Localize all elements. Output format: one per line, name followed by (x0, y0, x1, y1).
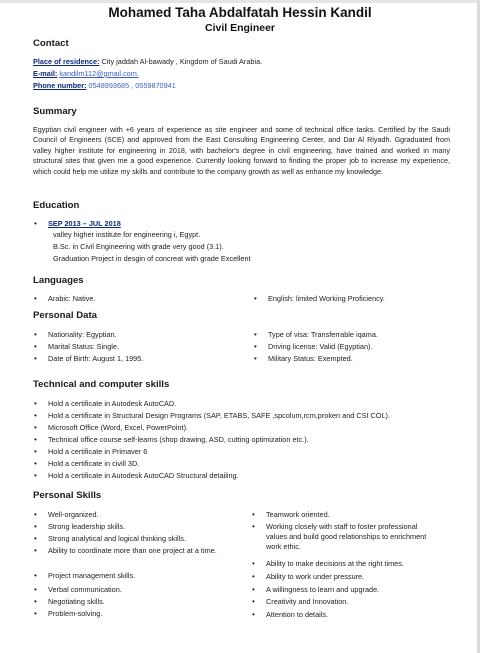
personal-skill-item: • Negotiating skills. (48, 597, 105, 607)
personal-data-item: • Type of visa: Transferrable iqama. (268, 330, 378, 340)
phone-line (33, 81, 176, 91)
personal-skill-item: • Working closely with staff to foster professional values and build good relationships to enrichment work ethic. (266, 522, 431, 552)
email-link[interactable]: kandilm112@gmail.com. (59, 69, 139, 78)
personal-skill-item: • Teamwork oriented. (266, 510, 330, 520)
candidate-name: Mohamed Taha Abdalfatah Hessin Kandil (108, 5, 372, 20)
personal-skill-item: • Project management skills. (48, 571, 135, 581)
personal-skill-item: • Strong analytical and logical thinking skills. (48, 534, 186, 544)
technical-skill-item: • Technical office course self-learns (shop drawing, ASD, cutting optimization etc.). (48, 435, 309, 445)
personal-skill-item: • Verbal communication. (48, 585, 122, 595)
personal-skill-item: • Ability to coordinate more than one project at a time. (48, 546, 223, 556)
personal-skill-item: • Ability to work under pressure. (266, 572, 364, 582)
education-line: valley higher institute for engineering i, Egypt. (53, 230, 201, 239)
technical-skill-item: • Hold a certificate in Autodesk AutoCAD Structural detailing. (48, 471, 239, 481)
personal-data-item: • Driving license: Valid (Egyptian). (268, 342, 373, 352)
email-label: E-mail: (33, 69, 58, 78)
personal-skill-item: • Creativity and Innovation. (266, 597, 348, 607)
personal-skills-heading: Personal Skills (33, 490, 102, 501)
email-line (33, 69, 139, 79)
residence-label: Place of residence: (33, 57, 100, 66)
candidate-title: Civil Engineer (204, 22, 276, 34)
contact-heading: Contact (33, 38, 69, 49)
phone-label: Phone number: (33, 81, 87, 90)
technical-skill-item: • Hold a certificate in Autodesk AutoCAD. (48, 399, 176, 409)
technical-skill-item: • Hold a certificate in Structural Design Programs (SAP, ETABS, SAFE ,spcolum,rcm,proken and CSI COL). (48, 411, 390, 421)
summary-text: Egyptian civil engineer with +6 years of experience as site engineer and some of technical office tasks. Certified by the Saudi Council of Engineers (SCE) and approved from the East Consulting Engineering Center, and Dar Al Riyadh. Ggraduated from valley higher institute for engineering in 2018, with bachelor's degree in civil engineering, have trained and worked in many structural sites that given me a good experience. Currently looking forward to finding the proper job to increase my experience, which could help me utilize my skills and contribute to the company growth as well as enhance my knowledge. (33, 125, 450, 176)
technical-skill-item: • Microsoft Office (Word, Excel, PowerPoint). (48, 423, 188, 433)
personal-skill-item: • Strong leadership skills. (48, 522, 125, 532)
personal-skill-item: • Attention to details. (266, 610, 328, 620)
technical-skill-item: • Hold a certificate in civill 3D. (48, 459, 139, 469)
personal-data-item: • Nationality: Egyptian. (48, 330, 117, 340)
language-item: • Arabic: Native. (48, 294, 95, 304)
personal-skill-item: • A willingness to learn and upgrade. (266, 585, 379, 595)
page-edge-top (0, 0, 480, 3)
personal-skill-item: • Problem-solving. (48, 609, 102, 619)
technical-skill-item: • Hold a certificate in Primaver 6 (48, 447, 147, 457)
education-line: Graduation Project in desgin of concreat with grade Excellent (53, 254, 251, 263)
languages-heading: Languages (33, 275, 84, 286)
language-item: • English: limited Working Proficiency. (268, 294, 385, 304)
personal-skill-item: • Well-organized. (48, 510, 99, 520)
education-period: SEP 2013 – JUL 2018 (48, 219, 121, 228)
education-item (48, 219, 121, 229)
personal-data-item: • Military Status: Exempted. (268, 354, 353, 364)
summary-heading: Summary (33, 106, 77, 117)
residence-line (33, 57, 262, 67)
education-heading: Education (33, 200, 80, 211)
personal-skill-item: • Ability to make decisions at the right times. (266, 559, 404, 569)
residence-value: City jaddah Al-bawady , Kingdom of Saudi Arabia. (99, 57, 263, 66)
education-line: B.Sc. in Civil Engineering with grade very good (3.1). (53, 242, 224, 251)
personal-data-item: • Marital Status: Single. (48, 342, 119, 352)
personal-data-heading: Personal Data (33, 310, 97, 321)
phone-value: 0548993685 , 0559870941 (86, 81, 176, 90)
personal-data-item: • Date of Birth: August 1, 1995. (48, 354, 143, 364)
technical-skills-heading: Technical and computer skills (33, 379, 170, 390)
